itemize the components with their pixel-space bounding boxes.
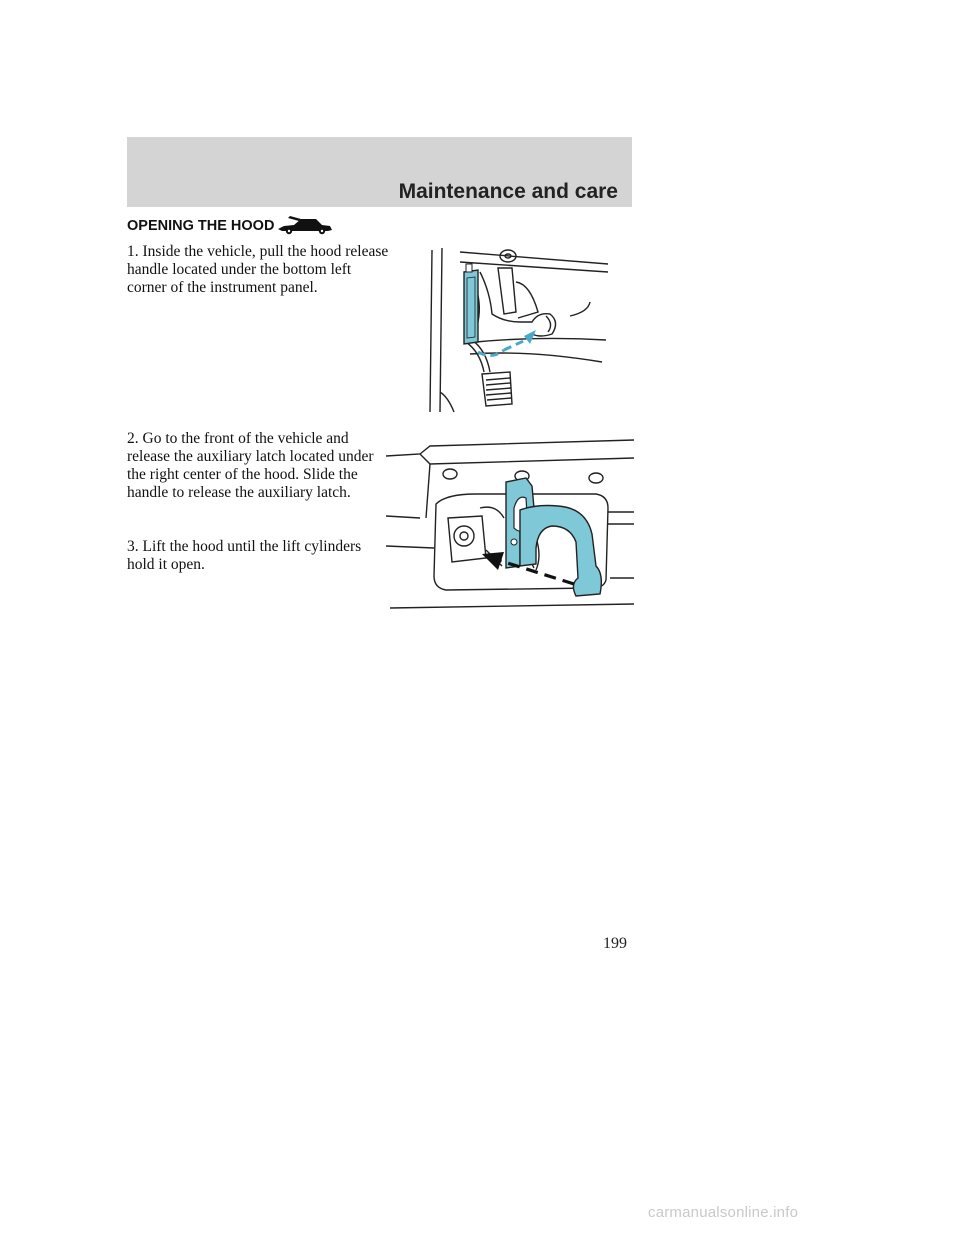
chapter-title: Maintenance and care [398,180,618,203]
section-heading-text: OPENING THE HOOD [127,218,275,234]
page-number: 199 [603,935,627,952]
hood-release-handle-illustration [420,242,610,414]
section-heading [127,216,334,236]
watermark: carmanualsonline.info [648,1204,799,1221]
step-2-text: 2. Go to the front of the vehicle and release the auxiliary latch located under the right center of the hood. Slide the handle to release the auxiliary latch. [127,430,374,501]
car-hood-icon [276,216,334,236]
chapter-header-band [127,137,632,207]
step-3-text: 3. Lift the hood until the lift cylinders hold it open. [127,538,362,573]
auxiliary-latch-illustration [386,438,634,614]
step-1-text: 1. Inside the vehicle, pull the hood release handle located under the bottom left corner of the instrument panel. [127,243,389,296]
